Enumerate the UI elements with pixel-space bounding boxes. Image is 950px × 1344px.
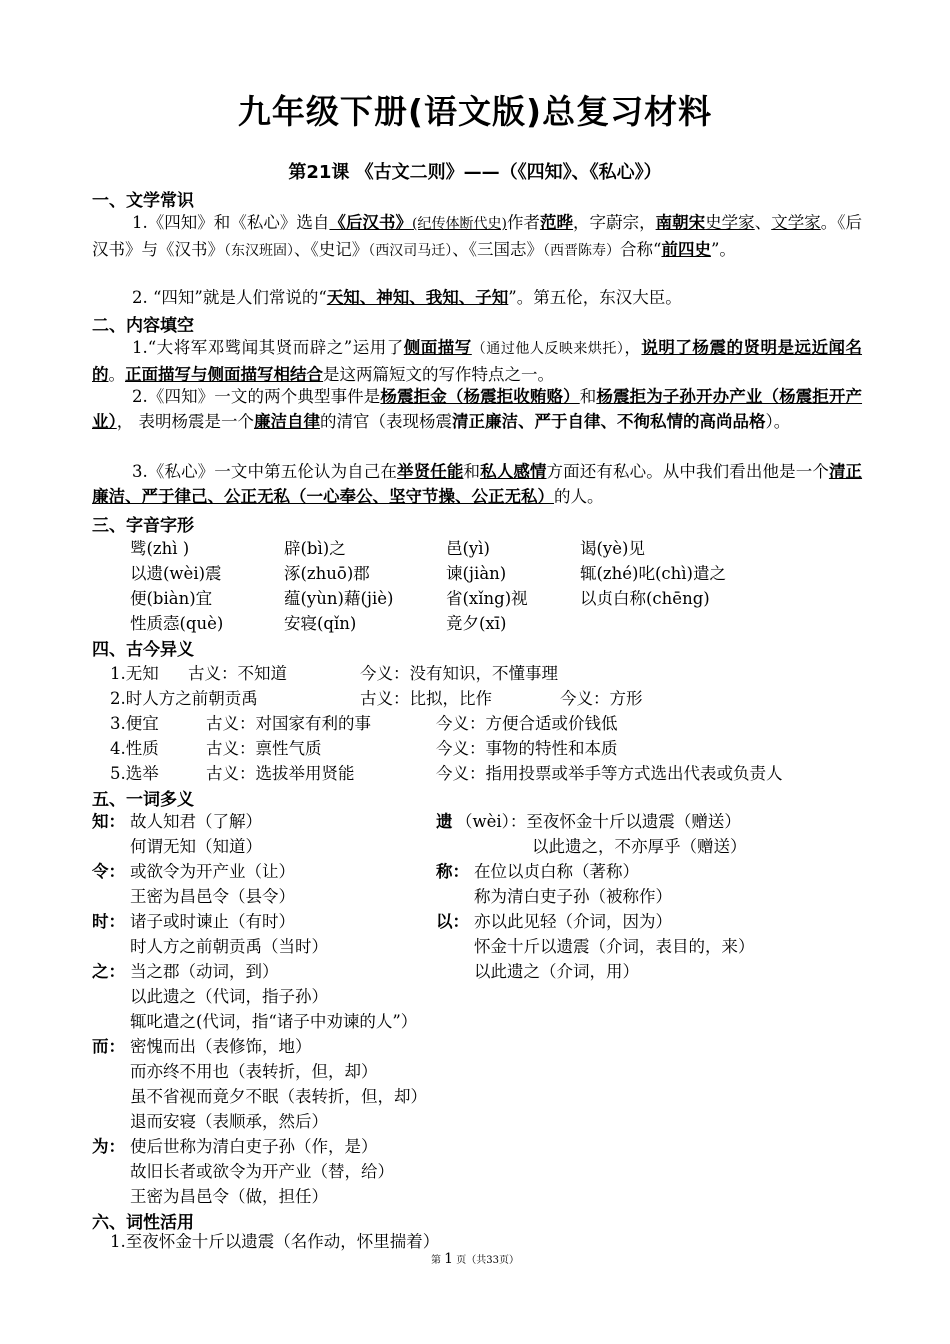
section-heading-1: 一、文学常识 bbox=[92, 191, 194, 211]
poly-line: 故人知君（了解） bbox=[130, 812, 262, 831]
poly-line: 以此遗之，不亦厚乎（赠送） bbox=[532, 837, 747, 856]
poly-line: 在位以贞白称（著称） bbox=[474, 862, 639, 881]
poly-line: 亦以此见轻（介词，因为） bbox=[474, 912, 672, 931]
poly-line: 王密为昌邑令（县令） bbox=[130, 887, 295, 906]
poly-line: 故旧长者或欲令为开产业（替，给） bbox=[130, 1162, 394, 1181]
usage-item: 1.至夜怀金十斤以遗震（名作动，怀里揣着） bbox=[110, 1232, 440, 1251]
poly-line: 当之郡（动词，到） bbox=[130, 962, 279, 981]
pron-cell: 蕴(yùn)藉(jiè) bbox=[284, 589, 394, 608]
section-heading-3: 三、字音字形 bbox=[92, 516, 194, 536]
pron-cell: 邑(yì) bbox=[446, 539, 490, 558]
ancient-word: 5.选举 bbox=[110, 764, 159, 783]
lit-paragraph-1: 1.《四知》和《私心》选自《后汉书》(纪传体断代史)作者范晔，字蔚宗，南朝宋史学家、文学家。《后汉书》与《汉书》（东汉班固）、《史记》（西汉司马迁）、《三国志》（西晋陈寿）合称“前四史”。 bbox=[92, 213, 863, 259]
pron-cell: 便(biàn)宜 bbox=[130, 589, 213, 608]
ancient-word: 4.性质 bbox=[110, 739, 159, 758]
poly-line: 而亦终不用也（表转折，但，却） bbox=[130, 1062, 378, 1081]
poly-key: 称： bbox=[436, 862, 469, 881]
ancient-old: 古义：不知道 bbox=[188, 664, 287, 683]
section-heading-2: 二、内容填空 bbox=[92, 316, 194, 336]
ancient-new: 今义：方形 bbox=[560, 689, 643, 708]
ancient-word: 2.时人方之前朝贡禹 bbox=[110, 689, 258, 708]
section-heading-4: 四、古今异义 bbox=[92, 640, 194, 660]
poly-line: 以此遗之（介词，用） bbox=[474, 962, 639, 981]
poly-line: 使后世称为清白吏子孙（作，是） bbox=[130, 1137, 378, 1156]
pron-cell: 安寝(qǐn) bbox=[284, 614, 357, 633]
pron-cell: 辄(zhé)叱(chì)遣之 bbox=[580, 564, 726, 583]
ancient-old: 古义：比拟，比作 bbox=[360, 689, 492, 708]
poly-line: 退而安寝（表顺承，然后） bbox=[130, 1112, 328, 1131]
lesson-heading: 第21课 《古文二则》——（《四知》、《私心》） bbox=[288, 162, 662, 183]
fill-paragraph-1: 1.“大将军邓骘闻其贤而辟之”运用了侧面描写（通过他人反映来烘托），说明了杨震的贤明是远近闻名的。正面描写与侧面描写相结合是这两篇短文的写作特点之一。 bbox=[92, 338, 863, 384]
poly-line: 何谓无知（知道） bbox=[130, 837, 262, 856]
poly-line: 虽不省视而竟夕不眠（表转折，但，却） bbox=[130, 1087, 427, 1106]
poly-line: 诸子或时谏止（有时） bbox=[130, 912, 295, 931]
section-heading-5: 五、一词多义 bbox=[92, 790, 194, 810]
pron-cell: 以贞白称(chēng) bbox=[580, 589, 710, 608]
poly-line: 辄叱遣之(代词，指“诸子中劝谏的人”） bbox=[130, 1012, 418, 1031]
pron-cell: 辟(bì)之 bbox=[284, 539, 346, 558]
poly-key: 以： bbox=[436, 912, 469, 931]
ancient-old: 古义：选拔举用贤能 bbox=[206, 764, 355, 783]
poly-key: 令： bbox=[92, 862, 125, 881]
poly-line: 怀金十斤以遗震（介词，表目的，来） bbox=[474, 937, 755, 956]
poly-line: 时人方之前朝贡禹（当时） bbox=[130, 937, 328, 956]
pron-cell: 以遗(wèi)震 bbox=[130, 564, 222, 583]
pron-cell: 涿(zhuō)郡 bbox=[284, 564, 370, 583]
ancient-new: 今义：事物的特性和本质 bbox=[436, 739, 618, 758]
poly-line: 或欲令为开产业（让） bbox=[130, 862, 295, 881]
poly-key: 之： bbox=[92, 962, 125, 981]
poly-line: 王密为昌邑令（做，担任） bbox=[130, 1187, 328, 1206]
ancient-word: 3.便宜 bbox=[110, 714, 159, 733]
ancient-new: 今义：方便合适或价钱低 bbox=[436, 714, 618, 733]
ancient-old: 古义：禀性气质 bbox=[206, 739, 322, 758]
ancient-word: 1.无知 bbox=[110, 664, 159, 683]
pron-cell: 谏(jiàn) bbox=[446, 564, 507, 583]
fill-paragraph-3: 3.《私心》一文中第五伦认为自己在举贤任能和私人感情方面还有私心。从中我们看出他是一个清正廉洁、严于律己、公正无私（一心奉公、坚守节操、公正无私）的人。 bbox=[92, 462, 863, 506]
section-heading-6: 六、词性活用 bbox=[92, 1213, 194, 1233]
pron-cell: 骘(zhì ) bbox=[130, 539, 190, 558]
poly-line: 以此遗之（代词，指子孙） bbox=[130, 987, 328, 1006]
poly-line: 称为清白吏子孙（被称作） bbox=[474, 887, 672, 906]
page-number: 1 bbox=[444, 1251, 454, 1267]
pron-cell: 竟夕(xī) bbox=[446, 614, 507, 633]
lit-paragraph-2: 2. “四知”就是人们常说的“天知、神知、我知、子知”。第五伦，东汉大臣。 bbox=[132, 288, 682, 307]
ancient-old: 古义：对国家有利的事 bbox=[206, 714, 371, 733]
pron-cell: 谒(yè)见 bbox=[580, 539, 645, 558]
page-footer bbox=[0, 1251, 950, 1267]
footer-total: 页（共33页） bbox=[456, 1255, 520, 1266]
fill-paragraph-2: 2.《四知》一文的两个典型事件是杨震拒金（杨震拒收贿赂）和杨震拒为子孙开办产业（杨震拒开产业）， 表明杨震是一个廉洁自律的清官（表现杨震清正廉洁、严于自律、不徇私情的高尚品格）。 bbox=[92, 387, 863, 431]
page-title: 九年级下册(语文版)总复习材料 bbox=[237, 92, 713, 131]
pron-cell: 省(xǐng)视 bbox=[446, 589, 528, 608]
poly-key: 而： bbox=[92, 1037, 125, 1056]
poly-key: 遗 bbox=[436, 812, 453, 831]
poly-key: 时： bbox=[92, 912, 125, 931]
poly-key: 为： bbox=[92, 1137, 125, 1156]
poly-key: 知： bbox=[92, 812, 125, 831]
pron-cell: 性质悫(què) bbox=[130, 614, 224, 633]
ancient-new: 今义：指用投票或举手等方式选出代表或负责人 bbox=[436, 764, 783, 783]
ancient-new: 今义：没有知识，不懂事理 bbox=[360, 664, 558, 683]
poly-line: （wèi）：至夜怀金十斤以遗震（赠送） bbox=[456, 812, 741, 831]
footer-prefix: 第 bbox=[430, 1255, 441, 1266]
poly-line: 密愧而出（表修饰，地） bbox=[130, 1037, 312, 1056]
